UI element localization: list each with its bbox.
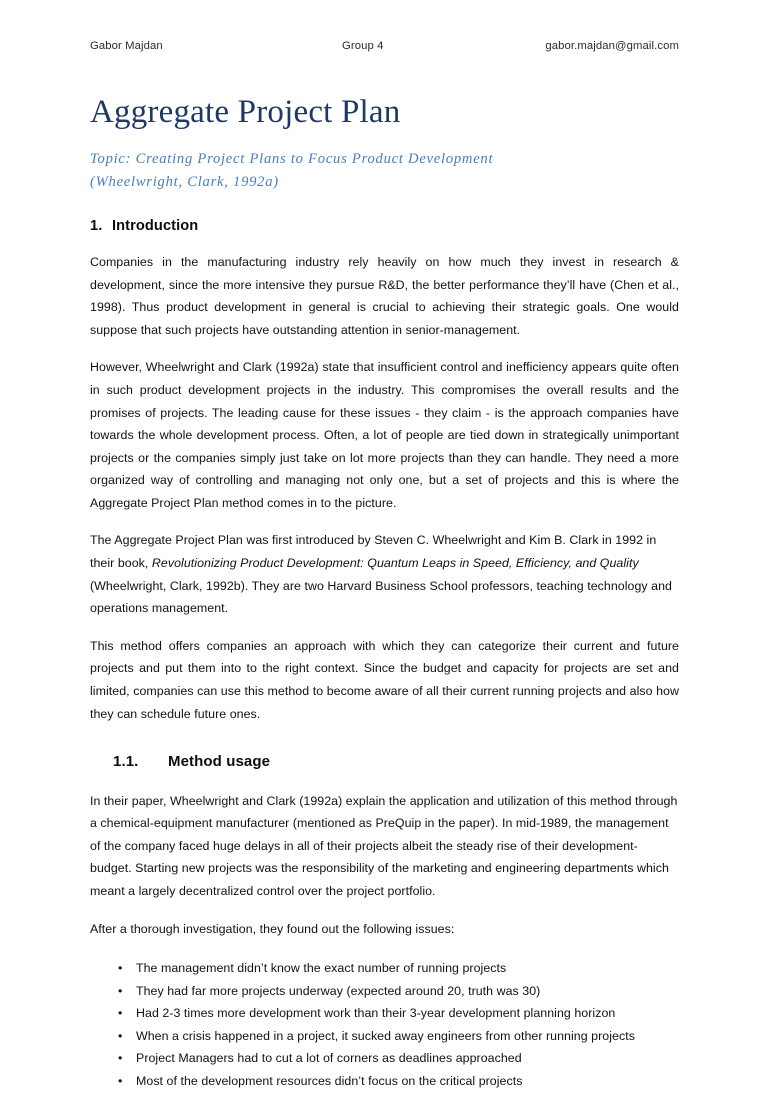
page-title: Aggregate Project Plan bbox=[90, 94, 401, 130]
list-item-label: They had far more projects underway (expected around 20, truth was 30) bbox=[136, 983, 541, 998]
topic-subtitle-line-1: Topic: Creating Project Plans to Focus Product Development bbox=[90, 150, 494, 167]
subsection-number: 1.1. bbox=[113, 753, 139, 771]
list-item bbox=[90, 957, 679, 980]
list-item-label: The management didn’t know the exact number of running projects bbox=[136, 961, 507, 976]
paragraph-list-intro: After a thorough investigation, they found out the following issues: bbox=[90, 921, 455, 936]
topic-subtitle-line-2: (Wheelwright, Clark, 1992a) bbox=[90, 173, 279, 190]
document-content bbox=[90, 0, 679, 1093]
paragraph-intro-4: This method offers companies an approach with which they can categorize their current and future projects and put them into to the right context. Since the budget and capacity for projects are set and limited, companies can use this method to become aware of all their current running projects and also how they can schedule future ones. bbox=[90, 638, 679, 721]
list-item-label: When a crisis happened in a project, it sucked away engineers from other running projects bbox=[136, 1028, 635, 1043]
header-author: Gabor Majdan bbox=[90, 40, 163, 52]
list-item-label: Most of the development resources didn’t focus on the critical projects bbox=[136, 1073, 523, 1088]
paragraph-intro-3 bbox=[90, 529, 679, 619]
book-title-italic: Revolutionizing Product Development: Quantum Leaps in Speed, Efficiency, and Quality bbox=[151, 556, 639, 571]
list-item bbox=[90, 1002, 679, 1025]
section-title: Introduction bbox=[112, 218, 199, 235]
list-item-label: Had 2-3 times more development work than their 3-year development planning horizon bbox=[136, 1006, 616, 1021]
paragraph-method-usage: In their paper, Wheelwright and Clark (1992a) explain the application and utilization of this method through a chemical-equipment manufacturer (mentioned as PreQuip in the paper). In mid-1989, the management of the company faced huge delays in all of their projects albeit the steady rise of their development-budget. Starting new projects was the responsibility of the marketing and engineering departments which meant a largely decentralized control over the project portfolio. bbox=[90, 793, 678, 898]
header-email: gabor.majdan@gmail.com bbox=[545, 40, 679, 52]
bullet-icon: • bbox=[118, 1028, 123, 1043]
list-item bbox=[90, 1070, 679, 1093]
section-heading-introduction bbox=[90, 217, 679, 236]
list-item-label: Project Managers had to cut a lot of corners as deadlines approached bbox=[136, 1051, 522, 1066]
header-group: Group 4 bbox=[342, 40, 384, 52]
paragraph-intro-1: Companies in the manufacturing industry rely heavily on how much they invest in research & development, since the more intensive they pursue R&D, the better performance they’ll have (Chen et al., 1998). Thus product development in general is crucial to achieving their strategic goals. One would suppose that such projects have outstanding attention in senior-management. bbox=[90, 255, 679, 337]
bullet-icon: • bbox=[118, 1006, 123, 1021]
section-number: 1. bbox=[90, 218, 103, 235]
paragraph-intro-3-before: The Aggregate Project Plan was first introduced by Steven C. Wheelwright and Kim B. Clark in 1992 in their book, bbox=[90, 533, 657, 571]
bullet-icon: • bbox=[118, 1051, 123, 1066]
paragraph-intro-2: However, Wheelwright and Clark (1992a) state that insufficient control and inefficiency appears quite often in such product development projects in the industry. This compromises the overall results and the promises of projects. The leading cause for these issues - they claim - is the approach companies have towards the whole development process. Often, a lot of people are tied down in strategically unimportant projects or the companies simply just take on lot more projects than they can handle. They need a more organized way of controlling and managing not only one, but a set of projects and this is where the Aggregate Project Plan method comes in to the picture. bbox=[90, 360, 679, 510]
list-item bbox=[90, 980, 679, 1003]
paragraph-intro-3-after: (Wheelwright, Clark, 1992b). They are two Harvard Business School professors, teaching technology and operations management. bbox=[90, 578, 672, 616]
bullet-icon: • bbox=[118, 961, 123, 976]
list-item bbox=[90, 1047, 679, 1070]
subsection-heading-method-usage bbox=[113, 752, 679, 772]
subsection-title: Method usage bbox=[168, 753, 271, 771]
running-header bbox=[90, 40, 679, 66]
topic-subtitle bbox=[90, 148, 610, 193]
issues-list bbox=[90, 957, 679, 1092]
bullet-icon: • bbox=[118, 983, 123, 998]
list-item bbox=[90, 1025, 679, 1048]
bullet-icon: • bbox=[118, 1073, 123, 1088]
